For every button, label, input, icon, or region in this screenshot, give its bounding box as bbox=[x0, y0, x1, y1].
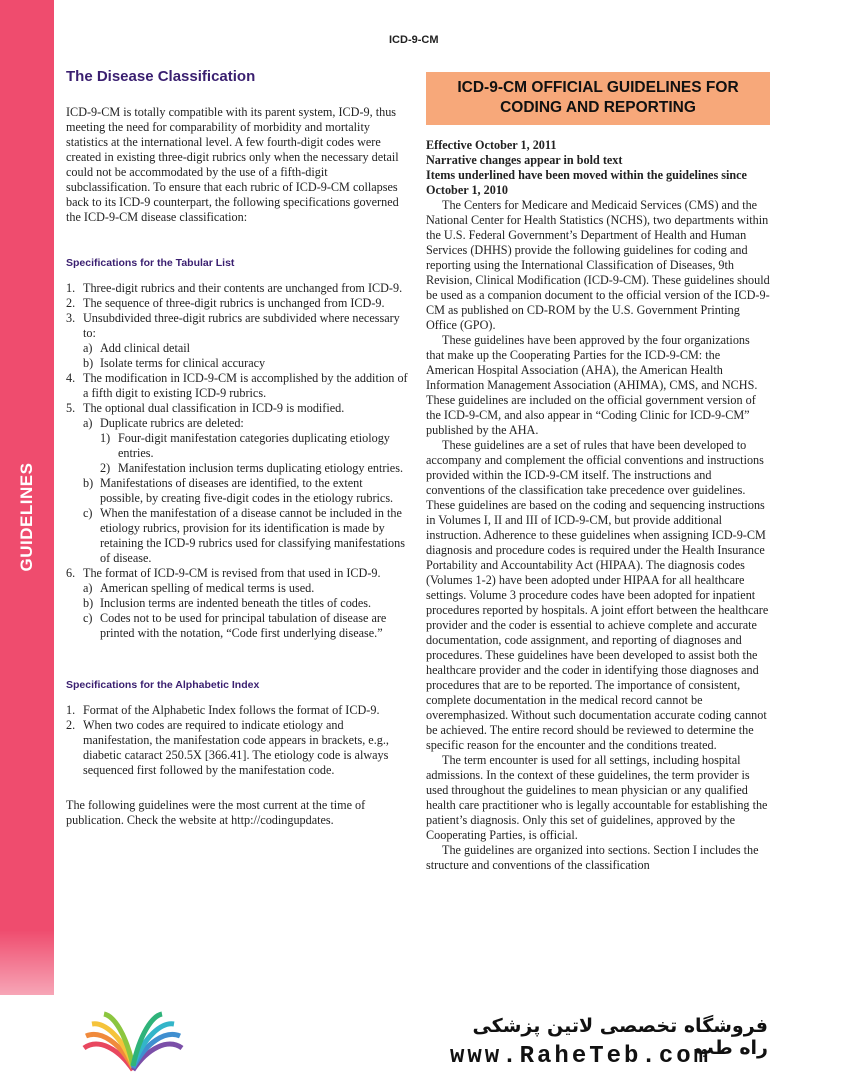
store-name: فروشگاه تخصصی لاتین پزشکی راه طب bbox=[472, 1015, 768, 1059]
guidelines-title-box: ICD-9-CM OFFICIAL GUIDELINES FOR CODING AND REPORTING bbox=[426, 72, 770, 125]
list-item: 4. The modification in ICD-9-CM is accomplished by the addition of a fifth digit to existing ICD-9 rubrics. bbox=[66, 371, 408, 400]
list-item: a) Duplicate rubrics are deleted: bbox=[83, 416, 244, 430]
list-item: 6. The format of ICD-9-CM is revised from that used in ICD-9. bbox=[66, 566, 381, 580]
list-item: 2. When two codes are required to indicate etiology and manifestation, the manifestation code appears in brackets, e.g., diabetic cataract 250.5X [366.41]. The etiology code is always sequenced first followed by the manifestation code. bbox=[66, 718, 389, 777]
narrative-note: Narrative changes appear in bold text bbox=[426, 153, 623, 167]
page-fade bbox=[0, 930, 844, 995]
website-link[interactable]: www.RaheTeb.com bbox=[450, 1043, 712, 1070]
right-column bbox=[426, 72, 770, 873]
list-item: 5. The optional dual classification in ICD-9 is modified. bbox=[66, 401, 345, 415]
list-item: a) Add clinical detail bbox=[83, 341, 191, 355]
list-item: b) Isolate terms for clinical accuracy bbox=[83, 356, 266, 370]
sidebar-label: GUIDELINES bbox=[17, 462, 36, 572]
running-head: ICD-9-CM bbox=[389, 34, 439, 46]
paragraph-4: The term encounter is used for all settings, including hospital admissions. In the context of these guidelines, the term provider is used throughout the guidelines to mean physician or any qualified health care practitioner who is legally accountable for establishing the patient’s diagnosis. Only this set of guidelines, approved by the Cooperating Parties, is official. bbox=[426, 753, 768, 842]
effective-date-block bbox=[426, 138, 770, 198]
guidelines-sidebar bbox=[0, 0, 54, 995]
list-item: 2) Manifestation inclusion terms duplicating etiology entries. bbox=[100, 461, 403, 475]
list-item: 1. Three-digit rubrics and their contents are unchanged from ICD-9. bbox=[66, 281, 403, 295]
paragraph-3: These guidelines are a set of rules that have been developed to accompany and complement the official conventions and instructions provided within the ICD-9-CM itself. The instructions and conventions of the classification take precedence over guidelines. These guidelines are based on the coding and sequencing instructions in Volumes I, II and III of ICD-9-CM, but provide additional instruction. Adherence to these guidelines when assigning ICD-9-CM diagnosis and procedure codes is required under the Health Insurance Portability and Accountability Act (HIPAA). The diagnosis codes (Volumes 1-2) have been adopted under HIPAA for all healthcare settings. Volume 3 procedure codes have been adopted for inpatient procedures reported by hospitals. A joint effort between the healthcare provider and the coder is essential to achieve complete and accurate documentation, code assignment, and reporting of diagnoses and procedures. These guidelines have been developed to assist both the healthcare provider and the coder in identifying those diagnoses and procedures that are to be reported. The importance of consistent, complete documentation in the medical record cannot be overemphasized. Without such documentation accurate coding cannot be achieved. The entire record should be reviewed to determine the specific reason for the encounter and the conditions treated. bbox=[426, 438, 769, 752]
list-item: c) Codes not to be used for principal tabulation of disease are printed with the notation, “Code first underlying disease.” bbox=[83, 611, 387, 640]
tabular-list-heading: Specifications for the Tabular List bbox=[66, 257, 235, 269]
list-item: c) When the manifestation of a disease cannot be included in the etiology rubrics, provision for its identification is made by retaining the ICD-9 rubrics used for classifying manifestations of disease. bbox=[83, 506, 405, 565]
paragraph-1: The Centers for Medicare and Medicaid Services (CMS) and the National Center for Health Statistics (NCHS), two departments within the U.S. Federal Government’s Department of Health and Human Services (DHHS) provide the following guidelines for coding and reporting using the International Classification of Diseases, 9th Revision, Clinical Modification (ICD-9-CM). These guidelines should be used as a companion document to the official version of the ICD-9-CM as published on CD-ROM by the U.S. Government Printing Office (GPO). bbox=[426, 198, 770, 332]
effective-date: Effective October 1, 2011 bbox=[426, 138, 557, 152]
list-item: 2. The sequence of three-digit rubrics is unchanged from ICD-9. bbox=[66, 296, 385, 310]
list-item: b) Inclusion terms are indented beneath the titles of codes. bbox=[83, 596, 372, 610]
paragraph-5: The guidelines are organized into sections. Section I includes the structure and conventions of the classification bbox=[426, 843, 759, 872]
left-column bbox=[66, 68, 408, 828]
alphabetic-index-heading: Specifications for the Alphabetic Index bbox=[66, 679, 260, 691]
list-item: 3. Unsubdivided three-digit rubrics are subdivided where necessary to: bbox=[66, 311, 400, 340]
section-title: The Disease Classification bbox=[66, 68, 256, 85]
tabular-list bbox=[66, 281, 408, 641]
closing-paragraph: The following guidelines were the most current at the time of publication. Check the website at http://codingupdates. bbox=[66, 798, 366, 827]
paragraph-2: These guidelines have been approved by the four organizations that make up the Cooperating Parties for the ICD-9-CM: the American Hospital Association (AHA), the American Health Information Management Association (AHIMA), CMS, and NCHS. These guidelines are included on the official government version of the ICD-9-CM, and also appear in “Coding Clinic for ICD-9-CM” published by the AHA. bbox=[426, 333, 758, 437]
list-item: a) American spelling of medical terms is used. bbox=[83, 581, 315, 595]
underline-note: Items underlined have been moved within the guidelines since October 1, 2010 bbox=[426, 168, 747, 197]
list-item: 1. Format of the Alphabetic Index follows the format of ICD-9. bbox=[66, 703, 380, 717]
watermark-footer bbox=[0, 995, 844, 1080]
list-item: b) Manifestations of diseases are identified, to the extent possible, by creating five-digit codes in the etiology rubrics. bbox=[83, 476, 394, 505]
alphabetic-list bbox=[66, 703, 408, 778]
intro-paragraph: ICD-9-CM is totally compatible with its parent system, ICD-9, thus meeting the need for comparability of morbidity and mortality statistics at the international level. A few fourth-digit codes were created in existing three-digit rubrics only when the necessary detail could not be accommodated by the use of a fifth-digit subclassification. To ensure that each rubric of ICD-9-CM collapses back to its ICD-9 counterpart, the following specifications governed the ICD-9-CM disease classification: bbox=[66, 105, 399, 224]
book-logo-icon bbox=[78, 1008, 188, 1076]
list-item: 1) Four-digit manifestation categories duplicating etiology entries. bbox=[100, 431, 390, 460]
